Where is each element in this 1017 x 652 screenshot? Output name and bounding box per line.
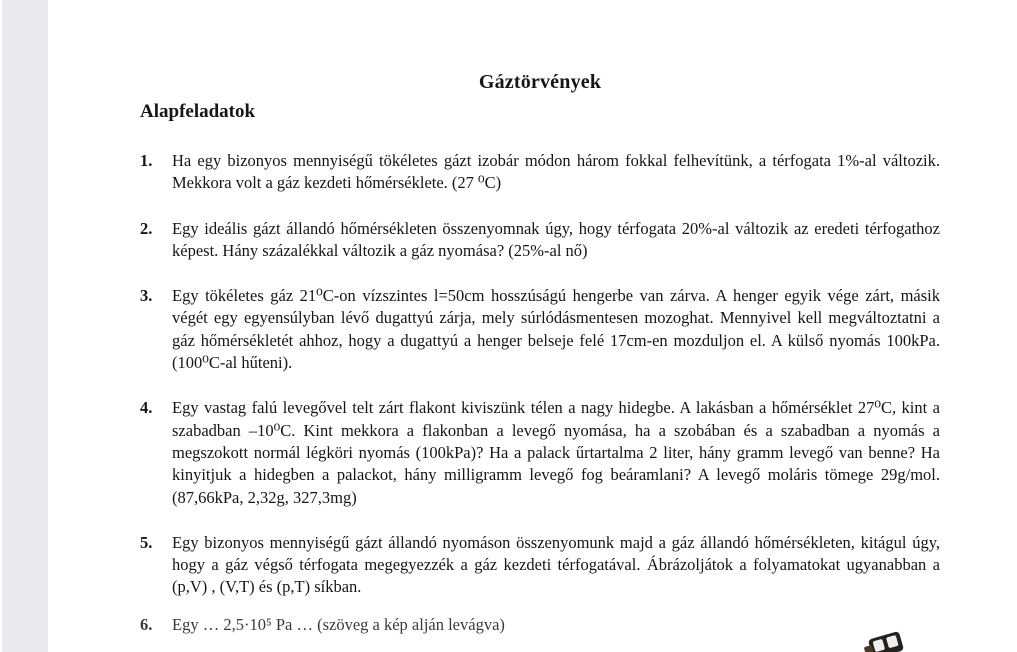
left-gray-strip [0, 0, 48, 652]
problem-number: 4. [140, 398, 153, 418]
problem-list [140, 150, 940, 636]
document-page [48, 0, 1017, 652]
page-title: Gáztörvények [478, 71, 602, 93]
problem-item-3 [140, 285, 940, 374]
problem-text: Egy bizonyos mennyiségű gázt állandó nyomáson összenyomunk majd a gáz állandó hőmérsékleten, kitágul úgy, hogy a gáz végső térfogata megegyezzék a gáz kezdeti térfogatával. Ábrázoljátok a folyamatokat ugyanabban a (p,V) , (V,T) és (p,T) síkban. [172, 532, 940, 597]
problem-number: 3. [140, 286, 153, 306]
problem-number: 1. [140, 151, 153, 170]
problem-item-5 [140, 532, 940, 599]
section-heading: Alapfeladatok [140, 101, 256, 122]
problem-text: Egy … 2,5·10⁵ Pa … (szöveg a kép alján levágva) [172, 614, 505, 634]
partial-dark-object-icon [862, 627, 910, 652]
problem-text: Egy tökéletes gáz 21⁰C-on vízszintes l=50cm hosszúságú hengerbe van zárva. A henger egyik vége zárt, másik végét egy egyensúlyban lévő dugattyú zárja, mely súrlódásmentesen mozoghat. Mennyivel kell megváltoztatni a gáz hőmérsékletét ahhoz, hogy a dugattyú a henger belseje felé 17cm-en mozduljon el. A külső nyomás 100kPa. (100⁰C-al hűteni). [172, 286, 940, 373]
problem-number: 2. [140, 218, 153, 238]
problem-item-2 [140, 218, 940, 263]
problem-text: Ha egy bizonyos mennyiségű tökéletes gázt izobár módon három fokkal felhevítünk, a térfogata 1%-al változik. Mekkora volt a gáz kezdeti hőmérséklete. (27 ⁰C) [172, 151, 940, 193]
problem-text: Egy vastag falú levegővel telt zárt flakont kiviszünk télen a nagy hidegbe. A lakásban a hőmérséklet 27⁰C, kint a szabadban –10⁰C. Kint mekkora a flakonban a levegő nyomása, ha a szobában és a szabadban a nyomás a megszokott normál légköri nyomás (100kPa)? Ha a palack űrtartalma 2 liter, hány gramm levegő van benne? Ha kinyitjuk a hidegben a palackot, hány milligramm levegő fog beáramlani? A levegő moláris tömege 29g/mol. (87,66kPa, 2,32g, 327,3mg) [172, 398, 940, 507]
problem-number: 5. [140, 532, 153, 552]
problem-text: Egy ideális gázt állandó hőmérsékleten összenyomnak úgy, hogy térfogata 20%-al változik az eredeti térfogathoz képest. Hány százalékkal változik a gáz nyomása? (25%-al nő) [172, 218, 940, 260]
problem-item-1 [140, 150, 940, 195]
problem-number: 6. [140, 614, 153, 634]
problem-item-6-clipped [140, 614, 940, 636]
problem-item-4 [140, 397, 940, 508]
